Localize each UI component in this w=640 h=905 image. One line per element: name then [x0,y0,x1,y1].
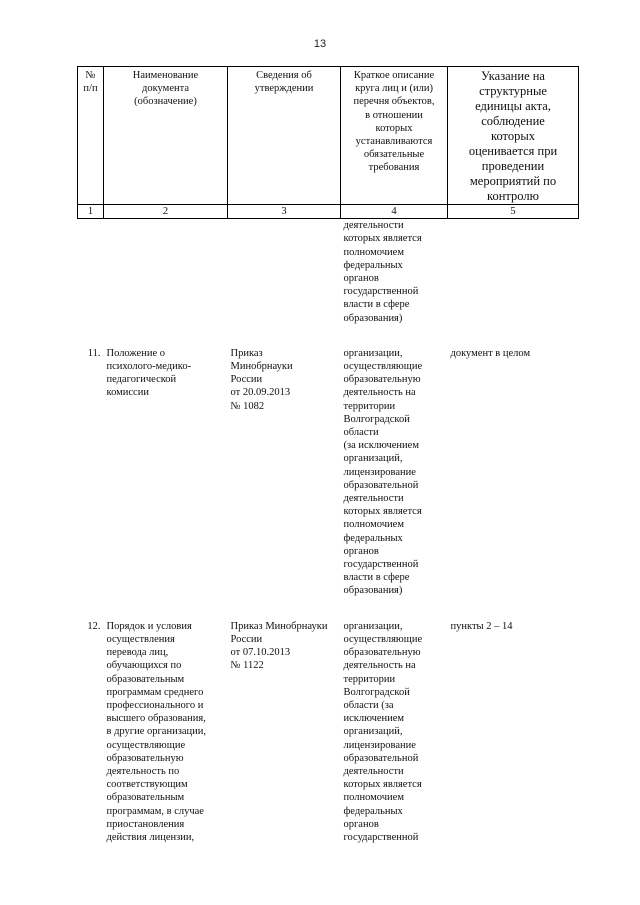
header-description: Краткое описание круга лиц и (или) перечня объектов, в отношении которых устанавливаются обязательные требования [341,67,448,205]
header-document-name: Наименование документа (обозначение) [104,67,228,205]
page-number: 13 [313,38,327,50]
column-numbers-row [78,205,579,219]
header-approval: Сведения об утверждении [228,67,341,205]
row-number [78,219,104,325]
column-number: 2 [104,205,228,219]
scope-description: организации, осуществляющие образовательную деятельность на территории Волгоградской области (за исключением организаций, лицензирование образовательной деятельности которых является полномочием федеральных органов государственной власти в сфере образования) [343,347,423,597]
table-row [78,347,579,598]
structural-units: документ в целом [450,347,531,359]
scope-description: организации, осуществляющие образовательную деятельность на территории Волгоградской области (за исключением организаций, лицензирование образовательной деятельности которых является полномочием федеральных органов государственной [343,620,423,843]
row-number: 12. [87,620,101,632]
approval-info [228,219,341,325]
column-number: 4 [341,205,448,219]
row-number: 11. [87,347,101,359]
header-number: № п/п [78,67,104,205]
structural-units [448,219,579,325]
document-name: Положение о психолого-медико- педагогической комиссии [106,347,192,399]
approval-info: Приказ Минобрнауки России от 20.09.2013 № 1082 [230,347,293,412]
column-number: 1 [78,205,104,219]
requirements-table [77,66,579,844]
table-row [78,620,579,844]
document-name: Порядок и условия осуществления перевода лиц, обучающихся по образовательным программам среднего профессионального и высшего образования, в другие организации, осуществляющие образовательную деятельность по соответствующим образовательным программам, в случае приостановления действия лицензии, [106,620,206,843]
approval-info: Приказ Минобрнауки России от 07.10.2013 № 1122 [230,620,328,672]
document-name [104,219,228,325]
scope-description: деятельности которых является полномочием федеральных органов государственной власти в сфере образования) [343,220,422,324]
table-row-continuation [78,219,579,325]
structural-units: пункты 2 – 14 [450,620,513,632]
header-structural-units: Указание на структурные единицы акта, соблюдение которых оценивается при проведении мероприятий по контролю [448,67,579,205]
column-number: 5 [448,205,579,219]
table-header-row [78,67,579,205]
column-number: 3 [228,205,341,219]
